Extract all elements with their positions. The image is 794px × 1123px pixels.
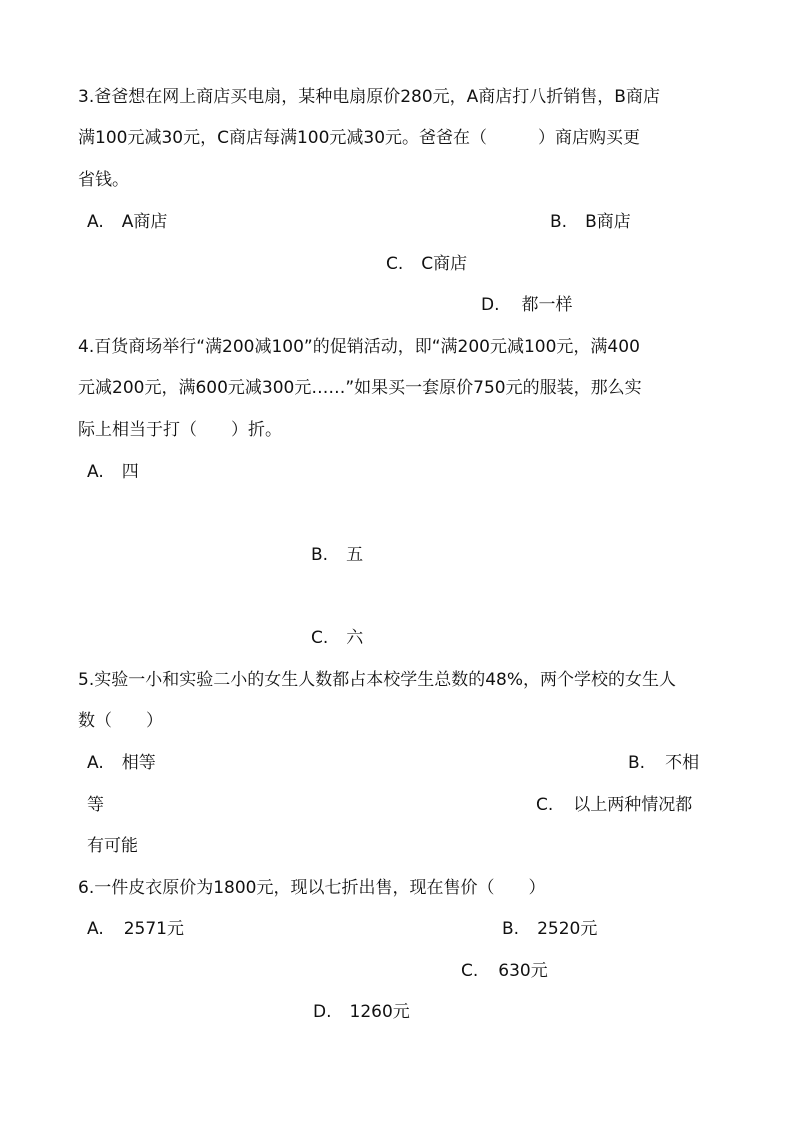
q3-option-c[interactable] (386, 256, 467, 273)
q5-option-c-continued: 有可能 (87, 836, 138, 856)
q4-stem-line-2: 元减200元，满600元减300元……”如果买一套原价750元的服装，那么实 (78, 378, 642, 398)
q4-option-b-text: 五 (346, 545, 364, 565)
q4-option-a-letter: A. (87, 462, 104, 482)
q6-option-b-text: 2520元 (537, 919, 598, 939)
q4-option-c-letter: C. (311, 628, 329, 648)
q3-option-a-letter: A. (87, 212, 104, 232)
q5-option-b-continued: 等 (87, 795, 104, 815)
q6-option-c[interactable] (461, 963, 548, 980)
q3-option-d-letter: D. (481, 295, 500, 315)
q3-option-a-text: A商店 (121, 212, 168, 232)
q6-option-a[interactable] (87, 921, 184, 938)
q6-option-d-text: 1260元 (349, 1002, 410, 1022)
q5-option-c-text: 以上两种情况都 (573, 795, 693, 815)
q6-option-b[interactable] (502, 921, 597, 938)
q5-stem-line-1: 5.实验一小和实验二小的女生人数都占本校学生总数的48%，两个学校的女生人 (78, 670, 677, 690)
q3-option-b[interactable] (550, 214, 631, 231)
q5-option-a[interactable] (87, 755, 156, 772)
q5-option-a-letter: A. (87, 753, 104, 773)
q3-option-b-text: B商店 (585, 212, 631, 232)
q5-stem-line-2: 数（ ） (78, 711, 163, 731)
q3-option-d[interactable] (481, 297, 573, 314)
q6-option-d[interactable] (313, 1004, 410, 1021)
q3-option-d-text: 都一样 (521, 295, 573, 315)
q5-option-c-letter: C. (536, 795, 554, 815)
q6-option-a-letter: A. (87, 919, 104, 939)
q4-option-a-text: 四 (121, 462, 139, 482)
q6-option-c-text: 630元 (498, 961, 548, 981)
q4-option-a[interactable] (87, 464, 139, 481)
q6-option-c-letter: C. (461, 961, 479, 981)
q6-option-d-letter: D. (313, 1002, 332, 1022)
q4-option-c-text: 六 (346, 628, 364, 648)
q5-option-b[interactable] (628, 755, 699, 772)
q3-stem-line-3: 省钱。 (78, 170, 129, 190)
q3-stem-line-2: 满100元减30元，C商店每满100元减30元。爸爸在（ ）商店购买更 (78, 128, 641, 148)
q5-option-b-text: 不相 (665, 753, 700, 773)
q4-option-c[interactable] (311, 630, 363, 647)
q5-option-a-text: 相等 (121, 753, 156, 773)
q4-option-b[interactable] (311, 547, 363, 564)
q3-option-b-letter: B. (550, 212, 568, 232)
q3-stem-line-1: 3.爸爸想在网上商店买电扇，某种电扇原价280元，A商店打八折销售，B商店 (78, 87, 660, 107)
q6-option-a-text: 2571元 (123, 919, 184, 939)
q4-option-b-letter: B. (311, 545, 329, 565)
q5-option-c[interactable] (536, 797, 692, 814)
q4-stem-line-3: 际上相当于打（ ）折。 (78, 420, 282, 440)
q6-stem-line-1: 6.一件皮衣原价为1800元，现以七折出售，现在售价（ ） (78, 878, 546, 898)
q3-option-c-letter: C. (386, 254, 404, 274)
q6-option-b-letter: B. (502, 919, 520, 939)
q3-option-c-text: C商店 (421, 254, 468, 274)
q5-option-b-letter: B. (628, 753, 646, 773)
q4-stem-line-1: 4.百货商场举行“满200减100”的促销活动，即“满200元减100元，满400 (78, 337, 640, 357)
q3-option-a[interactable] (87, 214, 167, 231)
